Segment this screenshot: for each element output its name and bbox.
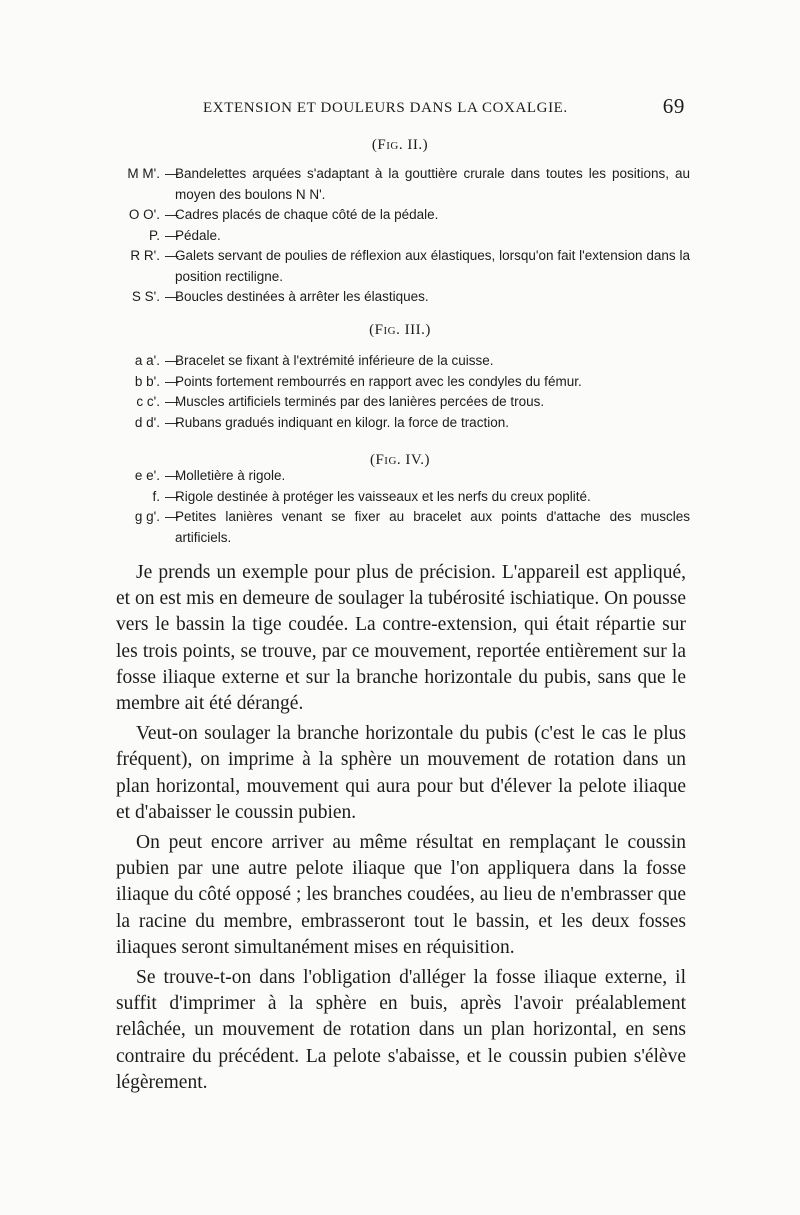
legend-key: d d'.	[134, 414, 160, 430]
legend-item	[112, 507, 690, 548]
legend-dash: —	[165, 468, 179, 483]
legend-text: Cadres placés de chaque côté de la pédale.	[175, 207, 439, 222]
legend-text: Petites lanières venant se fixer au bracelet aux points d'attache des muscles artificiels.	[175, 509, 690, 545]
legend-text: Muscles artificiels terminés par des lanières percées de trous.	[175, 394, 545, 409]
legend-key: c c'.	[136, 394, 160, 409]
legend-dash: —	[165, 509, 179, 524]
legend-dash: —	[165, 414, 179, 430]
legend-key: O O'.	[128, 207, 160, 222]
figure-2-legend	[112, 164, 690, 308]
legend-dash: —	[165, 488, 179, 504]
body-text	[116, 560, 686, 1100]
figure-4-title: (FIG. IV.)	[369, 452, 431, 468]
legend-key: P.	[148, 227, 160, 243]
figure-3-legend	[112, 351, 690, 433]
legend-text: Bracelet se fixant à l'extrémité inférieure de la cuisse.	[175, 353, 494, 368]
figure-3-title: (FIG. III.)	[369, 322, 431, 338]
legend-key: f.	[152, 488, 160, 504]
legend-item	[112, 392, 690, 413]
legend-text: Galets servant de poulies de réflexion aux élastiques, lorsqu'on fait l'extension dans la position rectiligne.	[175, 248, 690, 284]
legend-dash: —	[165, 166, 179, 181]
legend-text: Pédale.	[175, 227, 221, 243]
legend-text: Boucles destinées à arrêter les élastiques.	[175, 289, 429, 304]
figure-2-title: (FIG. II.)	[371, 137, 429, 153]
paragraph: On peut encore arriver au même résultat en remplaçant le coussin pubien par une autre pelote iliaque que l'on appliquera dans la fosse iliaque du côté opposé ; les branches coudées, au lieu de n'embrasser que la racine du membre, embrasseront tout le bassin, et les deux fosses iliaques seront simultanément mises en réquisition.	[116, 832, 686, 958]
legend-key: b b'.	[134, 373, 160, 389]
legend-key: a a'.	[134, 353, 160, 368]
running-head-title: EXTENSION ET DOULEURS DANS LA COXALGIE.	[203, 100, 568, 116]
legend-text: Rigole destinée à protéger les vaisseaux et les nerfs du creux poplité.	[175, 488, 591, 504]
legend-key: g g'.	[134, 509, 160, 524]
paragraph: Se trouve-t-on dans l'obligation d'alléger la fosse iliaque externe, il suffit d'imprimer à la sphère en buis, après l'avoir préalablement relâchée, un mouvement de rotation dans un plan horizontal, en sens contraire du précédent. La pelote s'abaisse, et le coussin pubien s'élève légèrement.	[116, 967, 686, 1093]
legend-item	[112, 413, 690, 434]
legend-item	[112, 351, 690, 372]
legend-text: Points fortement rembourrés en rapport avec les condyles du fémur.	[175, 373, 582, 389]
legend-item	[112, 287, 690, 308]
paragraph: Je prends un exemple pour plus de précision. L'appareil est appliqué, et on est mis en demeure de soulager la tubérosité ischiatique. On pousse vers le bassin la tige coudée. La contre-extension, qui était répartie sur les trois points, se trouve, par ce mouvement, reportée entièrement sur la fosse iliaque externe et sur la branche horizontale du pubis, sans que le membre ait été dérangé.	[116, 562, 686, 715]
legend-dash: —	[165, 373, 179, 389]
legend-key: R R'.	[130, 248, 160, 263]
legend-item	[112, 226, 690, 247]
legend-item	[112, 205, 690, 226]
legend-text: Bandelettes arquées s'adaptant à la gouttière crurale dans toutes les positions, au moyen des boulons N N'.	[175, 166, 690, 202]
legend-dash: —	[165, 227, 179, 243]
legend-text: Molletière à rigole.	[175, 468, 286, 483]
page-number: 69	[662, 94, 685, 118]
legend-item	[112, 164, 690, 205]
legend-text: Rubans gradués indiquant en kilogr. la force de traction.	[175, 414, 509, 430]
legend-dash: —	[165, 207, 179, 222]
legend-dash: —	[165, 353, 179, 368]
legend-dash: —	[165, 394, 179, 409]
legend-item	[112, 246, 690, 287]
legend-key: M M'.	[127, 166, 160, 181]
legend-key: S S'.	[131, 289, 160, 304]
legend-item	[112, 466, 690, 487]
legend-dash: —	[165, 289, 179, 304]
legend-key: e e'.	[134, 468, 160, 483]
legend-dash: —	[165, 248, 179, 263]
figure-4-legend	[112, 466, 690, 548]
paragraph: Veut-on soulager la branche horizontale du pubis (c'est le cas le plus fréquent), on imprime à la sphère un mouvement de rotation dans un plan horizontal, mouvement qui aura pour but d'élever la pelote iliaque et d'abaisser le coussin pubien.	[116, 723, 686, 823]
legend-item	[112, 487, 690, 508]
legend-item	[112, 372, 690, 393]
